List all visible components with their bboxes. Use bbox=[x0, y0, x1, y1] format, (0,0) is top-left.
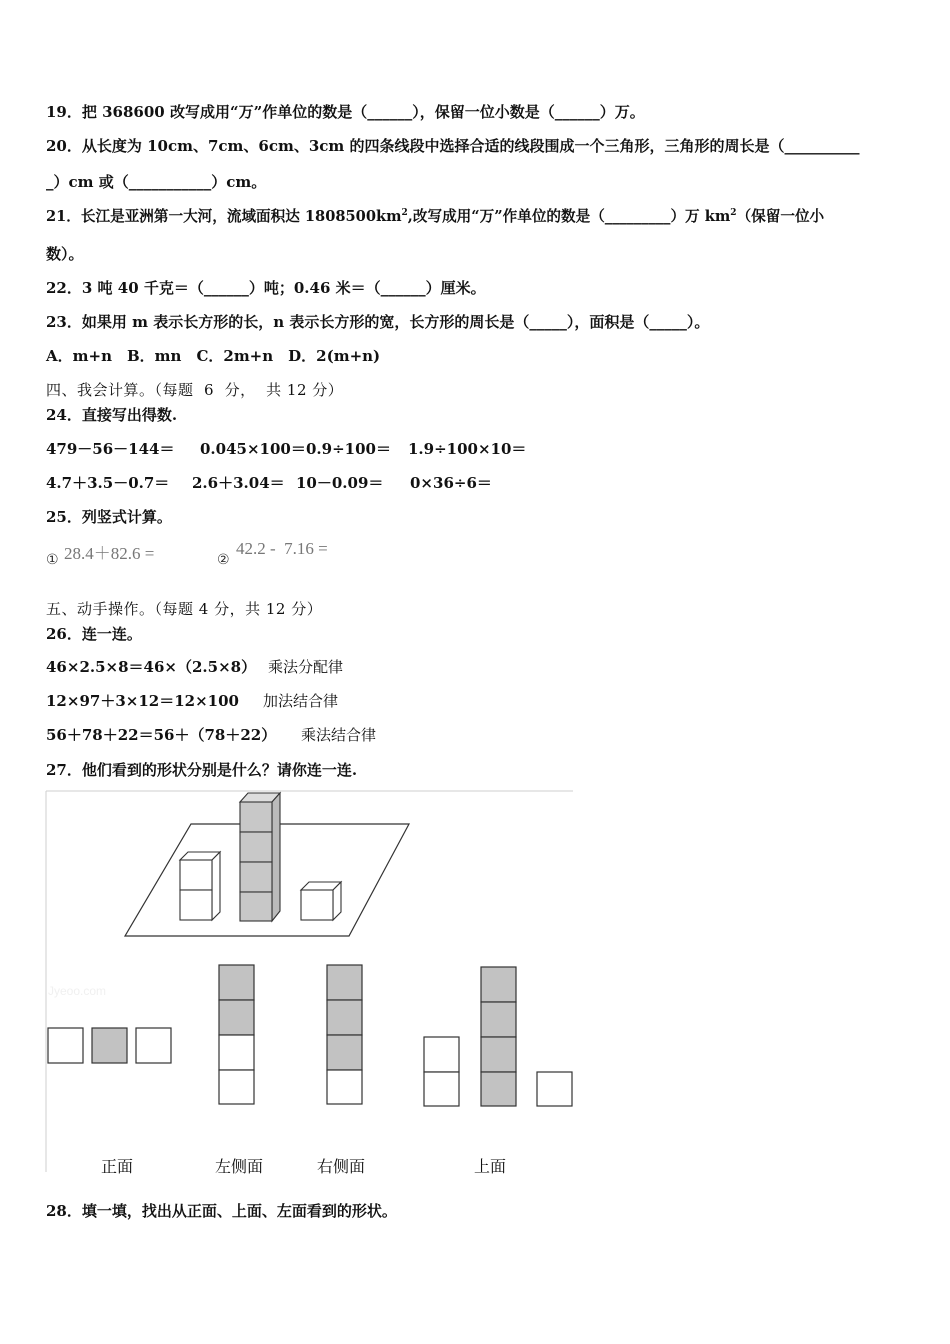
calc-item: 2.6＋3.04＝ bbox=[192, 474, 285, 492]
question-text: （保留一位小 bbox=[736, 208, 825, 225]
view-option-d bbox=[424, 967, 572, 1106]
question-21-cont: 数）。 bbox=[46, 245, 84, 263]
vertical-calc-1: 28.4＋82.6 = bbox=[64, 544, 155, 563]
question-number: 20． bbox=[46, 137, 82, 155]
question-number: 22． bbox=[46, 279, 82, 297]
watermark: Jyeoo.com bbox=[48, 984, 107, 998]
superscript: 2 bbox=[401, 208, 408, 219]
question-20 bbox=[46, 136, 860, 156]
section-5-heading: 五、动手操作。（每题 4 分，共 12 分） bbox=[46, 600, 323, 618]
label-front-view: 正面 bbox=[101, 1157, 134, 1176]
question-text: ,改写成用“万”作单位的数是（_________）万 km bbox=[407, 208, 731, 225]
superscript: 2 bbox=[730, 208, 737, 219]
question-28-title: 28．填一填，找出从正面、上面、左面看到的形状。 bbox=[46, 1202, 397, 1220]
label-top-view: 上面 bbox=[474, 1157, 507, 1176]
section-4-heading: 四、我会计算。（每题 6 分， 共 12 分） bbox=[46, 381, 344, 399]
calc-item: 0×36÷6＝ bbox=[410, 474, 492, 492]
question-23-options: A．m+n B．mn C．2m+n D．2(m+n) bbox=[46, 347, 381, 365]
connect-law: 乘法分配律 bbox=[268, 658, 344, 676]
question-19 bbox=[46, 102, 645, 122]
question-23 bbox=[46, 312, 709, 332]
calc-item: 1.9÷100×10＝ bbox=[408, 440, 527, 458]
question-text: 长江是亚洲第一大河，流域面积达 1808500km bbox=[80, 208, 402, 225]
cube-stack-middle bbox=[240, 793, 280, 921]
connect-law: 乘法结合律 bbox=[301, 726, 377, 744]
question-text: 3 吨 40 千克＝（______）吨；0.46 米＝（______）厘米。 bbox=[81, 279, 486, 297]
question-text: 从长度为 10cm、7cm、6cm、3cm 的四条线段中选择合适的线段围成一个三角形，三角形的周长是（__________ bbox=[81, 137, 860, 155]
shape-views-figure bbox=[45, 790, 575, 1174]
connect-expression: 12×97＋3×12＝12×100 bbox=[46, 692, 239, 710]
label-left-view: 左侧面 bbox=[215, 1157, 264, 1176]
label-right-view: 右侧面 bbox=[317, 1157, 366, 1176]
connect-law: 加法结合律 bbox=[263, 692, 339, 710]
question-number: 21． bbox=[46, 208, 81, 225]
question-text: 把 368600 改写成用“万”作单位的数是（______），保留一位小数是（______）万。 bbox=[81, 103, 645, 121]
connect-expression: 56＋78＋22＝56＋（78＋22） bbox=[46, 726, 277, 744]
calc-item: 4.7＋3.5－0.7＝ bbox=[46, 474, 170, 492]
calc-item: 479－56－144＝ bbox=[46, 440, 175, 458]
circled-number-1: ① bbox=[46, 552, 59, 568]
circled-number-2: ② bbox=[217, 552, 230, 568]
calc-item: 10－0.09＝ bbox=[296, 474, 384, 492]
question-25-title: 25．列竖式计算。 bbox=[46, 508, 172, 526]
view-option-a bbox=[48, 1028, 171, 1063]
question-number: 23． bbox=[46, 313, 82, 331]
calc-item: 0.9÷100＝ bbox=[306, 440, 391, 458]
calc-item: 0.045×100＝ bbox=[200, 440, 306, 458]
question-text: 如果用 m 表示长方形的长，n 表示长方形的宽，长方形的周长是（_____），面积是（_____）。 bbox=[81, 313, 710, 331]
question-22 bbox=[46, 278, 486, 298]
question-21 bbox=[46, 207, 824, 227]
view-option-b bbox=[219, 965, 254, 1104]
question-27-title: 27．他们看到的形状分别是什么？请你连一连. bbox=[46, 761, 358, 779]
cube-single-right bbox=[301, 882, 341, 920]
view-option-c bbox=[327, 965, 362, 1104]
question-26-title: 26．连一连。 bbox=[46, 625, 142, 643]
question-number: 19． bbox=[46, 103, 82, 121]
connect-expression: 46×2.5×8＝46×（2.5×8） bbox=[46, 658, 257, 676]
question-24-title: 24．直接写出得数. bbox=[46, 406, 178, 424]
cube-stack-left bbox=[180, 852, 220, 920]
question-20-cont: _）cm 或（___________）cm。 bbox=[46, 173, 267, 191]
vertical-calc-2: 42.2 - 7.16 = bbox=[236, 539, 328, 558]
